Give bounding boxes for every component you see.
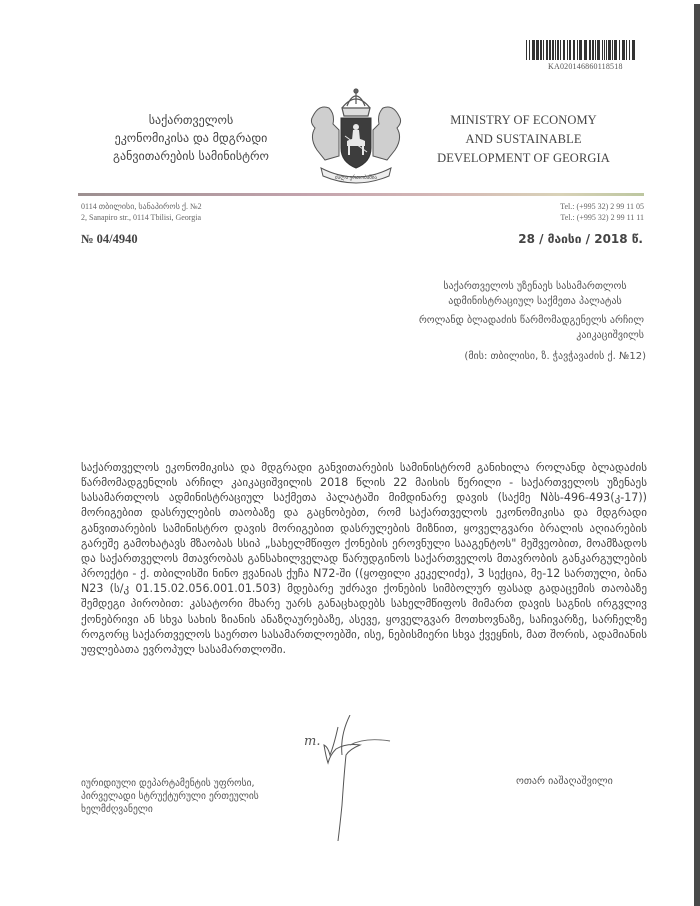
- signer-position-line: იურიდიული დეპარტამენტის უფროსი,: [81, 778, 255, 789]
- barcode-bar: [555, 40, 556, 60]
- document-number: № 04/4940: [81, 232, 138, 246]
- recipient-court: [420, 279, 650, 309]
- recipient-person: [386, 313, 644, 343]
- letterhead-divider: [78, 193, 644, 196]
- barcode-bar: [606, 40, 607, 60]
- document-date: 28 / მაისი / 2018 წ.: [518, 232, 643, 246]
- barcode-bar: [632, 40, 635, 60]
- barcode-bar: [619, 40, 620, 60]
- barcode-bar: [560, 40, 561, 60]
- barcode-bar: [614, 40, 617, 60]
- ministry-name-ge-line: საქართველოს: [148, 113, 234, 127]
- ministry-phones: [560, 201, 644, 223]
- recipient-address: (მის: თბილისი, ზ. ჭავჭავაძის ქ. №12): [464, 351, 646, 362]
- scan-edge-shadow: [694, 4, 700, 906]
- ministry-name-ge-line: ეკონომიკისა და მდგრადი: [114, 131, 268, 145]
- recipient-line: საქართველოს უზენაეს სასამართლოს: [443, 281, 627, 292]
- barcode-bar: [532, 40, 535, 60]
- barcode-bar: [612, 40, 613, 60]
- signer-position-line: ხელმძღვანელი: [81, 804, 153, 815]
- barcode-number: KA020146860118518: [548, 62, 623, 71]
- barcode-bar: [529, 40, 530, 60]
- barcode-bar: [577, 40, 578, 60]
- ministry-name-english: [426, 111, 621, 168]
- barcode-graphic: [526, 40, 640, 60]
- barcode-bar: [573, 40, 575, 60]
- ministry-name-en-line: MINISTRY OF ECONOMY: [450, 113, 597, 127]
- emblem-motto: ძალა ერთობაშია: [335, 175, 377, 181]
- barcode-bar: [592, 40, 594, 60]
- barcode-bar: [557, 40, 559, 60]
- barcode-bar: [567, 40, 568, 60]
- barcode-bar: [552, 40, 554, 60]
- coat-of-arms-emblem: [295, 86, 417, 190]
- barcode-bar: [546, 40, 548, 60]
- barcode-bar: [549, 40, 551, 60]
- barcode-bar: [626, 40, 627, 60]
- phone-1: Tel.: (+995 32) 2 99 11 05: [560, 202, 644, 211]
- barcode-bar: [543, 40, 544, 60]
- ministry-address: [81, 201, 202, 223]
- recipient-line: როლანდ ბლადაძის წარმომადგენელს არჩილ: [418, 315, 644, 326]
- address-georgian: 0114 თბილისი, სანაპიროს ქ. №2: [81, 202, 202, 211]
- barcode-bar: [604, 40, 605, 60]
- barcode-bar: [595, 40, 596, 60]
- signer-name: ოთარ იაშაღაშვილი: [516, 776, 613, 787]
- barcode-bar: [589, 40, 591, 60]
- letter-body: საქართველოს ეკონომიკისა და მდგრადი განვითარების სამინისტრომ განიხილა როლანდ ბლადაძის წარმომადგენლის არჩილ კაიკაციშვილის 2018 წლის 22 მაისის წერილი - საქართველოს უზენაეს სასამართლოს ადმინისტრაციულ საქმეთა პალატაში მიმდინარე დავის (საქმე Nბს-496-493(კ-17)) მორიგებით დასრულების თაობაზე და გაცნობებთ, რომ საქართველოს ეკონომიკისა და მდგრადი განვითარების სამინისტრო დავის მორიგებით დასრულების მიზნით, ყოველგვარი ბრალის აღიარების გარეშე გამოხატავს მზაობას სსიპ „სახელმწიფო ქონების ეროვნული სააგენტოს" მეშვეობით, მოამზადოს და საქართველოს მთავრობას განსახილველად წარუდგინოს საქართველოს მთავრობის განკარგულების პროექტი - ქ. თბილისში ნინო ჟვანიას ქუჩა N72-ში ((ყოფილი კეკელიძე), 3 სექცია, მე-12 სართული, ბინა N23 (ს/კ 01.15.02.056.001.01.503) მდებარე უძრავი ქონების სიმბოლურ ფასად გადაცემის თაობაზე შემდეგი პირობით: კასატორი მხარე უარს განაცხადებს სახელმწიფოს მიმართ დავის საგნის ირგვლივ ქონებრივი ან სხვა სახის ზიანის ანაზღაურებაზე, ასევე, ყოველგვარ მოთხოვნაზე, საჩივარზე, სარჩელზე როგორც საქართველოს საერთო სასამართლოებში, ისე, ნებისმიერი სხვა ქვეყნის, მათ შორის, ადამიანის უფლებათა ევროპულ სასამართლოში.: [81, 461, 647, 656]
- recipient-line: ადმინისტრაციულ საქმეთა პალატას: [448, 296, 622, 307]
- barcode-bar: [608, 40, 611, 60]
- barcode-bar: [622, 40, 625, 60]
- handwritten-signature: [290, 715, 400, 845]
- phone-2: Tel.: (+995 32) 2 99 11 11: [560, 213, 644, 222]
- ministry-name-en-line: AND SUSTAINABLE: [465, 132, 582, 146]
- barcode-bar: [526, 40, 527, 60]
- barcode-bar: [597, 40, 600, 60]
- signer-position-line: პირველადი სტრუქტურული ერთეულის: [81, 791, 259, 802]
- ministry-name-georgian: [96, 111, 286, 165]
- barcode-bar: [602, 40, 603, 60]
- barcode-bar: [540, 40, 542, 60]
- barcode-bar: [584, 40, 587, 60]
- barcode-bar: [579, 40, 582, 60]
- signature-initial: m.: [304, 734, 321, 749]
- ministry-name-ge-line: განვითარების სამინისტრო: [113, 149, 269, 163]
- barcode-bar: [569, 40, 571, 60]
- recipient-line: კაიკაციშვილს: [576, 330, 644, 341]
- barcode-bar: [563, 40, 565, 60]
- ministry-name-en-line: DEVELOPMENT OF GEORGIA: [437, 151, 610, 165]
- address-english: 2, Sanapiro str., 0114 Tbilisi, Georgia: [81, 213, 202, 222]
- signer-position: [81, 777, 259, 816]
- barcode-bar: [536, 40, 539, 60]
- barcode-bar: [629, 40, 630, 60]
